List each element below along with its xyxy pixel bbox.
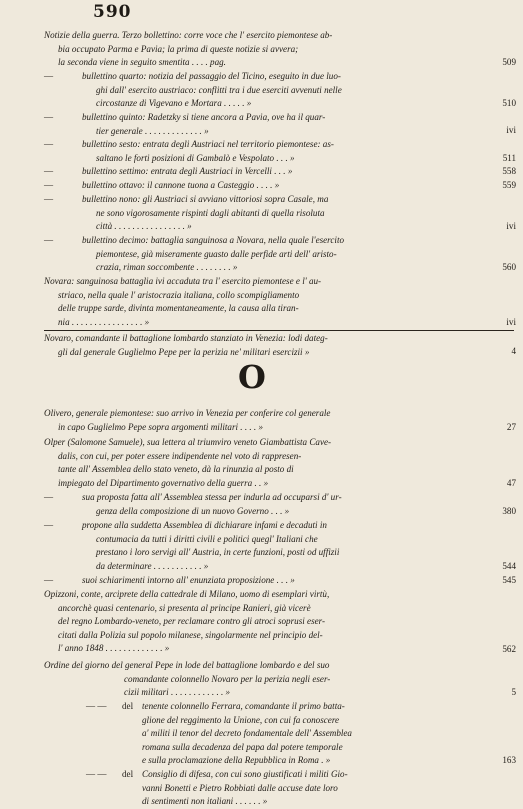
index-entry: Notizie della guerra. Terzo bollettino: corre voce che l' esercito piemontese ab- bia occupato Parma e Pavia; la prima di queste notizie si avvera; la seconda viene in seguito smentita . . . . pag. — [44, 30, 333, 68]
index-entry: Opizzoni, conte, arciprete della cattedrale di Milano, uomo di esemplari virtù, ancorchè quasi centenario, si presenta al principe Ranieri, già vicerè del regno Lombardo-veneto, per reclamare contro gli atroci soprusi eser- citati dalla Polizia sul popolo milanese, singolarmente nel principio del- l' anno 1848 . . . . . . . . . . . . . » — [44, 589, 330, 654]
page-ref: 558 — [502, 166, 516, 176]
dash-mark: — — [44, 71, 54, 81]
page-ref: ivi — [506, 317, 516, 327]
del-word: del — [122, 769, 134, 779]
index-subentry: bullettino quinto: Radetzky si tiene ancora a Pavia, ove ha il quar- tier generale . . . . . . . . . . . . . » — [82, 112, 326, 136]
dash-mark: — — [44, 112, 54, 122]
page-ref: 47 — [506, 478, 516, 488]
index-subentry: suoi schiarimenti intorno all' enunziata proposizione . . . » — [82, 575, 295, 585]
page-number: 590 — [93, 2, 132, 22]
page-ref: 380 — [502, 506, 516, 516]
dash-mark: — — [44, 520, 54, 530]
page-ref: 163 — [502, 755, 516, 765]
section-letter: O — [238, 358, 266, 396]
dash-mark: — — [44, 492, 54, 502]
index-entry: Olivero, generale piemontese: suo arrivo in Venezia per conferire col generale in capo Guglielmo Pepe sopra argomenti militari . . . . » — [44, 408, 331, 432]
index-subentry: propone alla suddetta Assemblea di dichiarare infami e decaduti in contumacia da tutti i diritti civili e politici quegl' Italiani che prestano i loro servigi all' Austria, in certe funzioni, posti od uffizii da determinare . . . . . . . . . . . » — [82, 520, 340, 571]
page-ref: 545 — [502, 575, 516, 585]
double-dash-mark: — — — [86, 769, 107, 779]
index-subentry: bullettino sesto: entrata degli Austriaci nel territorio piemontese: as- saltano le forti posizioni di Gambalò e Vespolato . . . » — [82, 139, 334, 163]
page-ref: 560 — [502, 262, 516, 272]
page-ref: 544 — [502, 561, 516, 571]
page-ref: 562 — [502, 644, 516, 654]
index-subentry: bullettino nono: gli Austriaci si avviano vittoriosi sopra Casale, ma ne sono vigorosamente rispinti dagli abitanti di quella risoluta città . . . . . . . . . . . . . . . . » — [82, 194, 329, 232]
index-subentry: tenente colonnello Ferrara, comandante il primo batta- glione del reggimento la Unione, con cui fa conoscere a' militi il tenor del decreto fondamentale dell' Assemblea romana sulla decadenza del papa dal potere temporale e sulla proclamazione della Repubblica in Roma . » — [142, 701, 352, 766]
page-ref: 27 — [506, 422, 516, 432]
page-ref: 5 — [511, 687, 516, 697]
index-entry: Olper (Salomone Samuele), sua lettera al triumviro veneto Giambattista Cave- dalis, con cui, per poter essere indipendente nel voto di rappresen- tante all' Assemblea dello stato veneto, dà la rinunzia al posto di impiegato del Dipartimento governativo della guerra . . » — [44, 437, 332, 488]
double-dash-mark: — — — [86, 701, 107, 711]
dash-mark: — — [44, 575, 54, 585]
index-entry: Ordine del giorno del general Pepe in lode del battaglione lombardo e del suo comandante colonnello Novaro per la perizia negli eser- cizii militari . . . . . . . . . . . . » — [44, 660, 331, 698]
page-ref: 559 — [502, 180, 516, 190]
index-subentry: bullettino quarto: notizia del passaggio del Ticino, eseguito in due luo- ghi dall' esercito austriaco: conflitti tra i due eserciti avvenuti nelle circostanze di Vigevano e Mortara . . . . . » — [82, 71, 342, 109]
dash-mark: — — [44, 235, 54, 245]
index-entry: Novaro, comandante il battaglione lombardo stanziato in Venezia: lodi dateg- gli dal generale Guglielmo Pepe per la perizia ne' militari esercizii » — [44, 333, 328, 357]
index-subentry: bullettino decimo: battaglia sanguinosa a Novara, nella quale l'esercito piemontese, già miseramente guasto dalle perfide arti dell' aristo- crazia, riman soccombente . . . . . . . . » — [82, 235, 345, 273]
index-subentry: bullettino settimo: entrata degli Austriaci in Vercelli . . . » — [82, 166, 293, 176]
page-ref: 4 — [511, 346, 516, 356]
dash-mark: — — [44, 180, 54, 190]
page-ref: 510 — [502, 98, 516, 108]
page-ref: ivi — [506, 125, 516, 135]
page-ref: ivi — [506, 221, 516, 231]
page-ref: 511 — [502, 153, 516, 163]
dash-mark: — — [44, 194, 54, 204]
page-ref: 509 — [502, 57, 516, 67]
dash-mark: — — [44, 139, 54, 149]
index-subentry: Consiglio di difesa, con cui sono giustificati i militi Gio- vanni Bonetti e Pietro Robbiati dalle accuse date loro di sentimenti non italiani . . . . . . » — [142, 769, 348, 807]
dash-mark: — — [44, 166, 54, 176]
divider — [44, 330, 514, 331]
index-subentry: sua proposta fatta all' Assemblea stessa per indurla ad occuparsi d' ur- genza della composizione di un nuovo Governo . . . » — [82, 492, 342, 516]
del-word: del — [122, 701, 134, 711]
index-entry: Novara: sanguinosa battaglia ivi accaduta tra l' esercito piemontese e l' au- striaco, nella quale l' aristocrazia italiana, collo scompigliamento delle truppe sarde, divinta momentaneamente, la causa alla tiran- nia . . . . . . . . . . . . . . . . » — [44, 276, 322, 327]
index-subentry: bullettino ottavo: il cannone tuona a Casteggio . . . . » — [82, 180, 280, 190]
